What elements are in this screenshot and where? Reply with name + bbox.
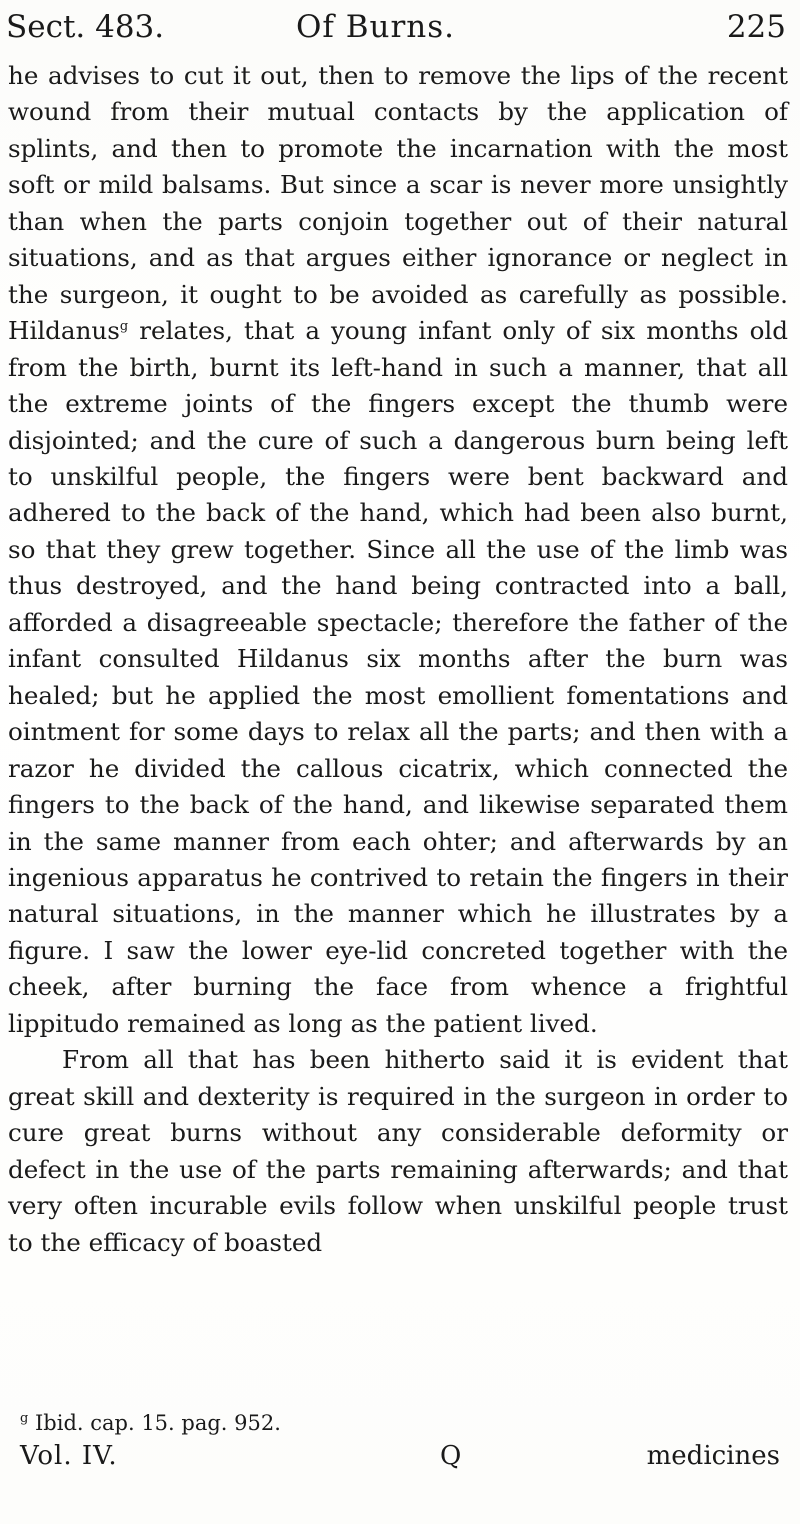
footnote-marker: g	[20, 1411, 29, 1426]
footnote	[20, 1404, 281, 1438]
paragraph-1-part-a: he advises to cut it out, then to remove the lips of the recent wound from their mutual contacts by the application of splints, and then to promote the incarnation with the most soft or mild balsams. But since a scar is never more unsightly than when the parts conjoin together out of their natural situations, and as that argues either ignorance or neglect in the surgeon, it ought to be avoided as carefully as possible. Hildanus	[8, 61, 788, 346]
running-header	[6, 6, 792, 48]
footnote-text: Ibid. cap. 15. pag. 952.	[28, 1411, 281, 1435]
signature-mark: Q	[440, 1441, 462, 1471]
main-text	[8, 58, 788, 1261]
catchword: medicines	[646, 1441, 780, 1471]
paragraph-1-part-b: relates, that a young infant only of six months old from the birth, burnt its left-hand in such a manner, that all the extreme joints of the fingers except the thumb were disjointed; and the cure of such a dangerous burn being left to unskilful people, the fingers were bent backward and adhered to the back of the hand, which had been also burnt, so that they grew together. Since all the use of the limb was thus destroyed, and the hand being contracted into a ball, afforded a disagreeable spectacle; therefore the father of the infant consulted Hildanus six months after the burn was healed; but he applied the most emollient fomentations and ointment for some days to relax all the parts; and then with a razor he divided the callous cicatrix, which connected the fingers to the back of the hand, and likewise separated them in the same manner from each ohter; and afterwards by an ingenious apparatus he contrived to retain the fingers in their natural situations, in the manner which he illustrates by a figure. I saw the lower eye-lid concreted together with the cheek, after burning the face from whence a frightful lippitudo remained as long as the patient lived.	[8, 316, 788, 1038]
page-number: 225	[726, 9, 786, 45]
section-number: Sect. 483.	[6, 9, 165, 45]
running-title: Of Burns.	[296, 9, 456, 45]
page-footer	[20, 1436, 780, 1476]
paragraph-2: From all that has been hitherto said it is evident that great skill and dexterity is required in the surgeon in order to cure great burns without any considerable deformity or defect in the use of the parts remaining afterwards; and that very often incurable evils follow when unskilful people trust to the efficacy of boasted	[8, 1045, 788, 1257]
paragraph-1	[8, 58, 788, 1042]
footnote-reference: g	[119, 318, 129, 334]
volume-label: Vol. IV.	[20, 1441, 118, 1471]
